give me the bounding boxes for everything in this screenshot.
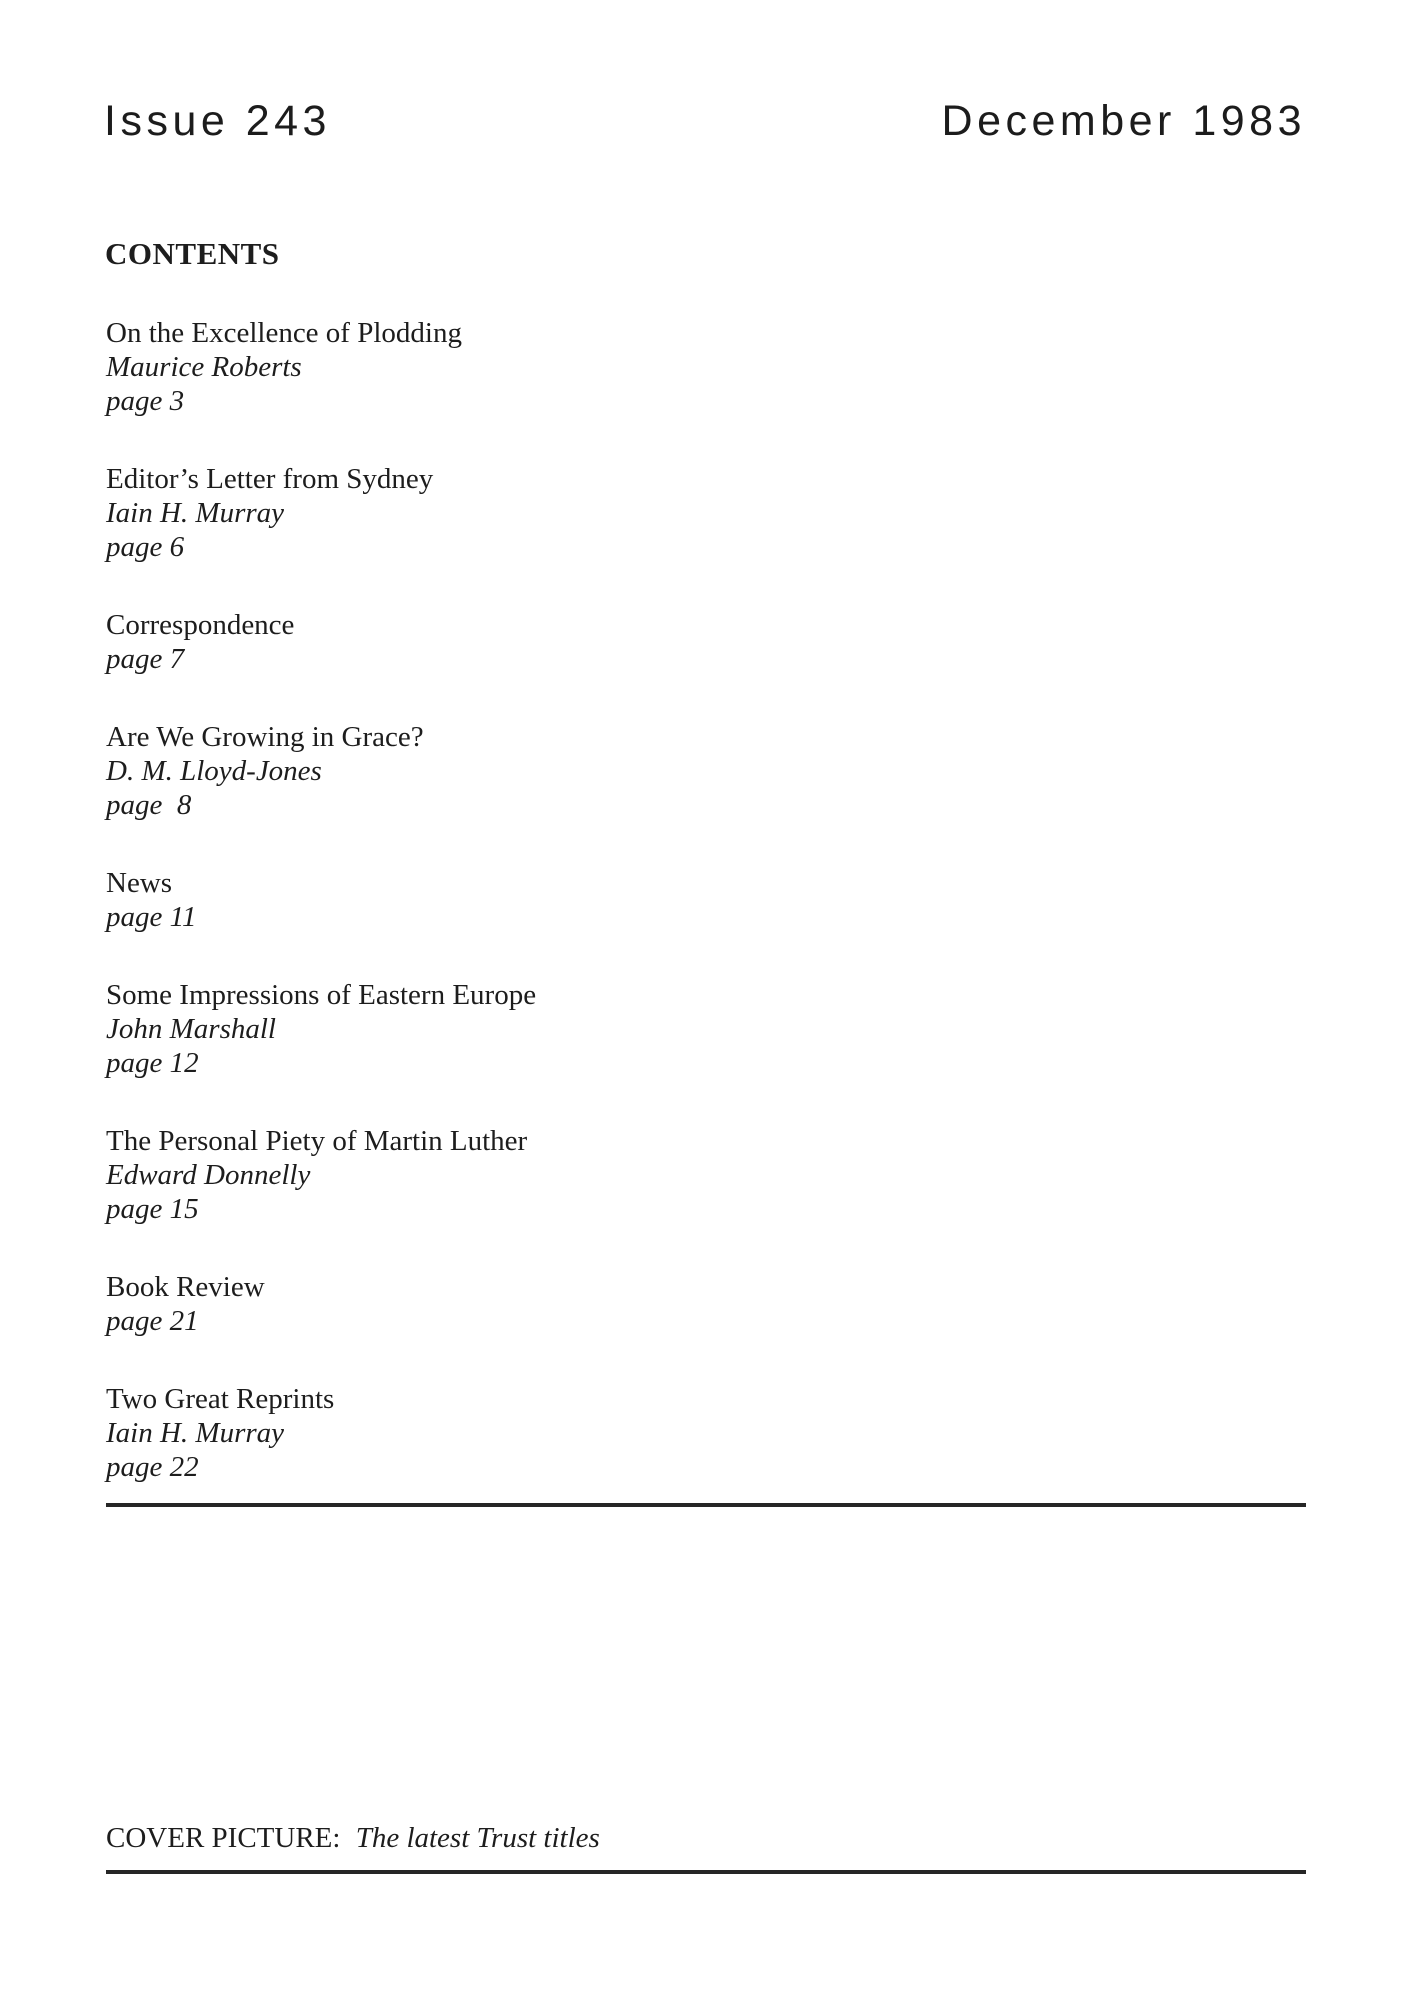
toc-entry-author: Iain H. Murray bbox=[106, 1417, 285, 1449]
toc-entry bbox=[106, 316, 1006, 418]
toc-entry bbox=[106, 1382, 1006, 1484]
toc-entry bbox=[106, 1270, 1006, 1338]
page-header bbox=[104, 98, 1306, 144]
divider-rule-bottom bbox=[106, 1870, 1306, 1874]
toc-entry-title: Some Impressions of Eastern Europe bbox=[106, 979, 537, 1011]
toc-entry-title: On the Excellence of Plodding bbox=[106, 317, 462, 349]
toc-entry-page: page 22 bbox=[106, 1451, 199, 1483]
toc-entry bbox=[106, 462, 1006, 564]
toc-entry-title: The Personal Piety of Martin Luther bbox=[106, 1125, 528, 1157]
cover-picture-line bbox=[106, 1821, 600, 1855]
cover-picture-label: COVER PICTURE: bbox=[106, 1822, 341, 1854]
toc-entry-author: Maurice Roberts bbox=[106, 351, 302, 383]
toc-entry-page: page 15 bbox=[106, 1193, 199, 1225]
toc-entry-page: page 6 bbox=[106, 531, 185, 563]
toc-entry bbox=[106, 978, 1006, 1080]
toc-list bbox=[106, 316, 1006, 1528]
toc-entry bbox=[106, 1124, 1006, 1226]
issue-date: December 1983 bbox=[941, 97, 1306, 145]
contents-heading: CONTENTS bbox=[105, 236, 280, 271]
toc-entry-page: page 12 bbox=[106, 1047, 199, 1079]
toc-entry-author: Edward Donnelly bbox=[106, 1159, 311, 1191]
issue-number: Issue 243 bbox=[104, 97, 331, 145]
toc-entry-title: Correspondence bbox=[106, 609, 295, 641]
toc-entry-title: Are We Growing in Grace? bbox=[106, 721, 424, 753]
toc-entry-title: News bbox=[106, 867, 173, 899]
toc-entry-title: Editor’s Letter from Sydney bbox=[106, 463, 434, 495]
toc-entry-author: Iain H. Murray bbox=[106, 497, 285, 529]
toc-entry-page: page 3 bbox=[106, 385, 185, 417]
toc-entry bbox=[106, 608, 1006, 676]
toc-entry-title: Book Review bbox=[106, 1271, 265, 1303]
cover-picture-caption: The latest Trust titles bbox=[355, 1822, 600, 1854]
toc-entry bbox=[106, 866, 1006, 934]
toc-entry-author: D. M. Lloyd-Jones bbox=[106, 755, 322, 787]
toc-entry-page: page 11 bbox=[106, 901, 197, 933]
toc-entry-author: John Marshall bbox=[106, 1013, 276, 1045]
toc-entry-page: page 21 bbox=[106, 1305, 199, 1337]
divider-rule-top bbox=[106, 1503, 1306, 1507]
toc-entry-page: page 7 bbox=[106, 643, 185, 675]
toc-entry-title: Two Great Reprints bbox=[106, 1383, 335, 1415]
toc-entry bbox=[106, 720, 1006, 822]
toc-entry-page: page 8 bbox=[106, 789, 192, 821]
